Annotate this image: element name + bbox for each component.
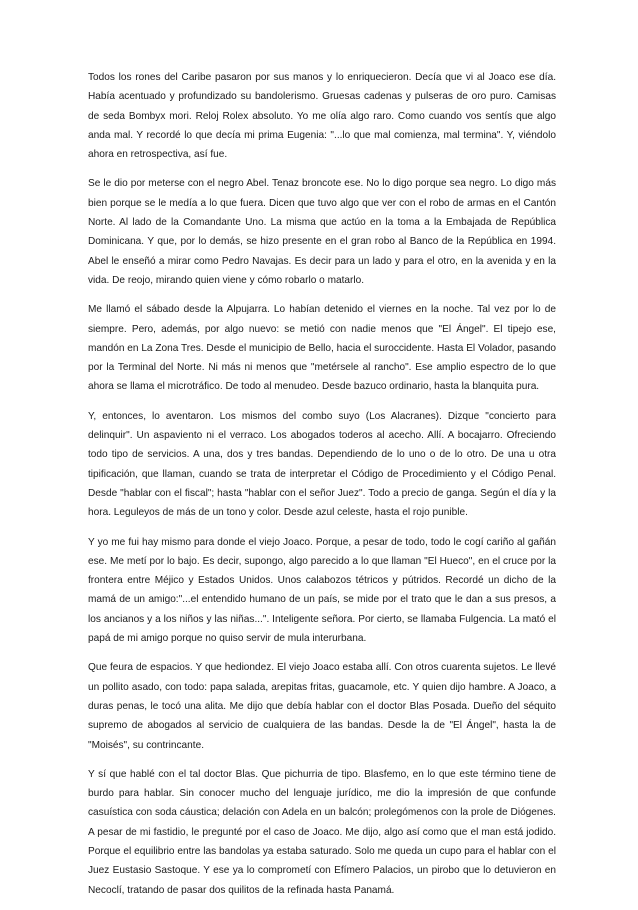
- paragraph-1: Todos los rones del Caribe pasaron por sus manos y lo enriquecieron. Decía que vi al Joaco ese día. Había acentuado y profundizado su bandolerismo. Gruesas cadenas y pulseras de oro puro. Camisas de seda Bombyx mori. Reloj Rolex absoluto. Yo me olía algo raro. Como cuando vos sentís que algo anda mal. Y recordé lo que decía mi prima Eugenia: "...lo que mal comienza, mal termina". Y, viéndolo ahora en retrospectiva, así fue.: [88, 72, 556, 161]
- paragraph-6: Que feura de espacios. Y que hediondez. El viejo Joaco estaba allí. Con otros cuarenta sujetos. Le llevé un pollito asado, con todo: papa salada, arepitas fritas, guacamole, etc. Y quien dijo hambre. A Joaco, a duras penas, le tocó una alita. Me dijo que debía hablar con el doctor Blas Posada. Dueño del séquito supremo de abogados al servicio de cualquiera de las bandas. Desde la de "El Ángel", hasta la de "Moisés", su contrincante.: [88, 662, 556, 751]
- paragraph-5: Y yo me fui hay mismo para donde el viejo Joaco. Porque, a pesar de todo, todo le cogí cariño al gañán ese. Me metí por lo bajo. Es decir, supongo, algo parecido a lo que llaman "El Hueco", en el cruce por la frontera entre Méjico y Estados Unidos. Unos calabozos tétricos y pútridos. Recordé un dicho de la mamá de un amigo:"...el entendido humano de un país, se mide por el trato que le dan a sus presos, a los ancianos y a los niños y las niñas...". Inteligente señora. Por cierto, se llamaba Fulgencia. La mató el papá de mi amigo porque no quiso servir de mula interurbana.: [88, 536, 556, 645]
- paragraph-2: Se le dio por meterse con el negro Abel. Tenaz broncote ese. No lo digo porque sea negro. Lo digo más bien porque se le medía a lo que fuera. Dicen que tuvo algo que ver con el robo de armas en el Cantón Norte. Al lado de la Comandante Uno. La misma que actúo en la toma a la Embajada de República Dominicana. Y que, por lo demás, se hizo presente en el gran robo al Banco de la República en 1994. Abel le enseñó a mirar como Pedro Navajas. Es decir para un lado y para el otro, en la avenida y en la vida. De reojo, mirando quien viene y cómo robarlo o matarlo.: [88, 178, 556, 286]
- paragraph-7: Y sí que hablé con el tal doctor Blas. Que pichurria de tipo. Blasfemo, en lo que este término tiene de burdo para hablar. Sin conocer mucho del lenguaje jurídico, me dio la impresión de que confunde casuística con soda cáustica; delación con Adela en un balcón; prolegómenos con la prole de Diógenes. A pesar de mi fastidio, le pregunté por el caso de Joaco. Me dijo, algo así como que el man está jodido. Porque el equilibrio entre las bandolas ya estaba saturado. Solo me queda un cupo para el hablar con el Juez Eustasio Sastoque. Y ese ya lo comprometí con Efímero Palacios, un pirobo que lo detuvieron en Necoclí, tratando de pasar dos quilitos de la refinada hasta Panamá.: [88, 768, 556, 896]
- document-page: [88, 68, 556, 910]
- paragraph-3: Me llamó el sábado desde la Alpujarra. Lo habían detenido el viernes en la noche. Tal vez por lo de siempre. Pero, además, por algo nuevo: se metió con nadie menos que "El Ángel". El tipejo ese, mandón en La Zona Tres. Desde el municipio de Bello, hacia el suroccidente. Hasta El Volador, pasando por la Terminal del Norte. Ni más ni menos que "metérsele al rancho". Ese amplio espectro de lo que ahora se llama el microtráfico. De todo al menudeo. Desde bazuco ordinario, hasta la blanquita pura.: [88, 304, 556, 393]
- paragraph-4: Y, entonces, lo aventaron. Los mismos del combo suyo (Los Alacranes). Dizque "concierto para delinquir". Un aspaviento ni el verraco. Los abogados toderos al acecho. Allí. A bocajarro. Ofreciendo todo tipo de servicios. A una, dos y tres bandas. Dependiendo de lo uno o de lo otro. De una u otra tipificación, que llaman, cuando se trata de interpretar el Código de Procedimiento y el Código Penal. Desde "hablar con el fiscal"; hasta "hablar con el señor Juez". Todo a precio de ganga. Según el día y la hora. Leguleyos de más de un tono y color. Desde azul celeste, hasta el rojo punible.: [88, 410, 556, 519]
